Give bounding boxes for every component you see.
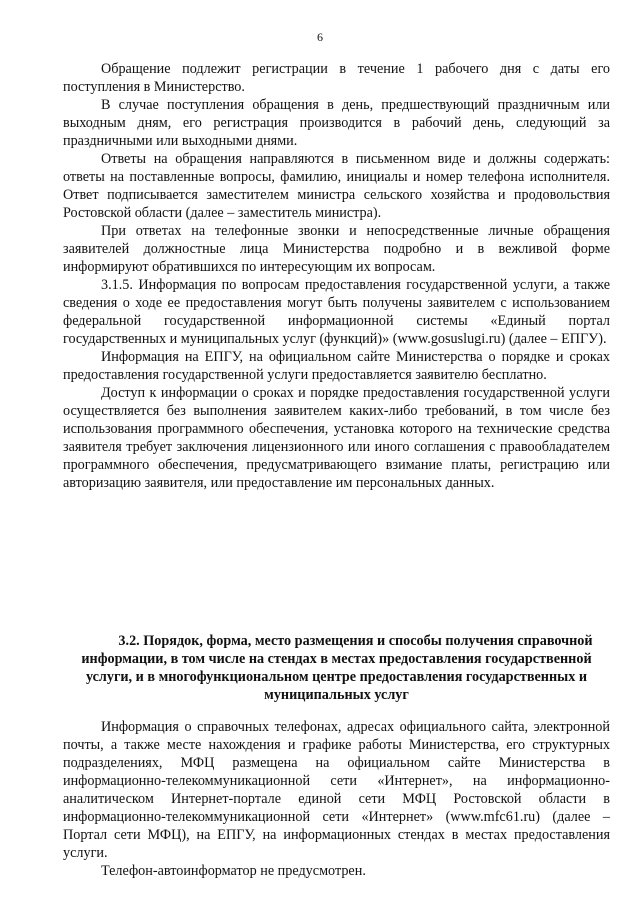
paragraph-3-1-5: 3.1.5. Информация по вопросам предоставления государственной услуги, а также сведения о ходе ее предоставления могут быть получены заявителем с использованием федеральной государственной информационной системы «Единый портал государственных и муниципальных услуг (функций)» (www.gosuslugi.ru) (далее – ЕПГУ). (63, 277, 610, 347)
page-number: 6 (317, 30, 323, 44)
paragraph-autoinformer: Телефон-автоинформатор не предусмотрен. (101, 863, 366, 879)
paragraph-free-info: Информация на ЕПГУ, на официальном сайте Министерства о порядке и сроках предоставления государственной услуги предоставляется заявителю бесплатно. (63, 349, 610, 383)
paragraph-holiday-registration: В случае поступления обращения в день, предшествующий праздничным или выходным дням, его регистрация производится в рабочий день, следующий за праздничными или выходными днями. (63, 97, 610, 149)
section-3-2 (63, 632, 610, 880)
paragraph-contact-info: Информация о справочных телефонах, адресах официального сайта, электронной почты, а также месте нахождения и графике работы Министерства, его структурных подразделениях, МФЦ размещена на официальном сайте Министерства в информационно-телекоммуникационной сети «Интернет», на информационно-аналитическом Интернет-портале единой сети МФЦ Ростовской области в информационно-телекоммуникационной сети «Интернет» (www.mfc61.ru) (далее – Портал сети МФЦ), на ЕПГУ, на информационных стендах в местах предоставления услуги. (63, 719, 610, 861)
section-heading: 3.2. Порядок, форма, место размещения и способы получения справочной информации, в том числе на стендах в местах предоставления государственной услуги, и в многофункциональном центре предоставления государственных и муниципальных услуг (81, 633, 593, 703)
paragraph-phone-calls: При ответах на телефонные звонки и непосредственные личные обращения заявителей должностные лица Министерства подробно и в вежливой форме информируют обратившихся по интересующим их вопросам. (63, 223, 610, 275)
paragraph-access: Доступ к информации о сроках и порядке предоставления государственной услуги осуществляется без выполнения заявителем каких-либо требований, в том числе без использования программного обеспечения, установка которого на технические средства заявителя требует заключения лицензионного или иного соглашения с правообладателем программного обеспечения, предусматривающего взимание платы, регистрацию или авторизацию заявителя, или предоставление им персональных данных. (63, 385, 610, 491)
body-text (63, 60, 610, 492)
paragraph-answers: Ответы на обращения направляются в письменном виде и должны содержать: ответы на поставленные вопросы, фамилию, инициалы и номер телефона исполнителя. Ответ подписывается заместителем министра сельского хозяйства и продовольствия Ростовской области (далее – заместитель министра). (63, 151, 610, 221)
paragraph-registration: Обращение подлежит регистрации в течение 1 рабочего дня с даты его поступления в Министерство. (63, 61, 610, 95)
